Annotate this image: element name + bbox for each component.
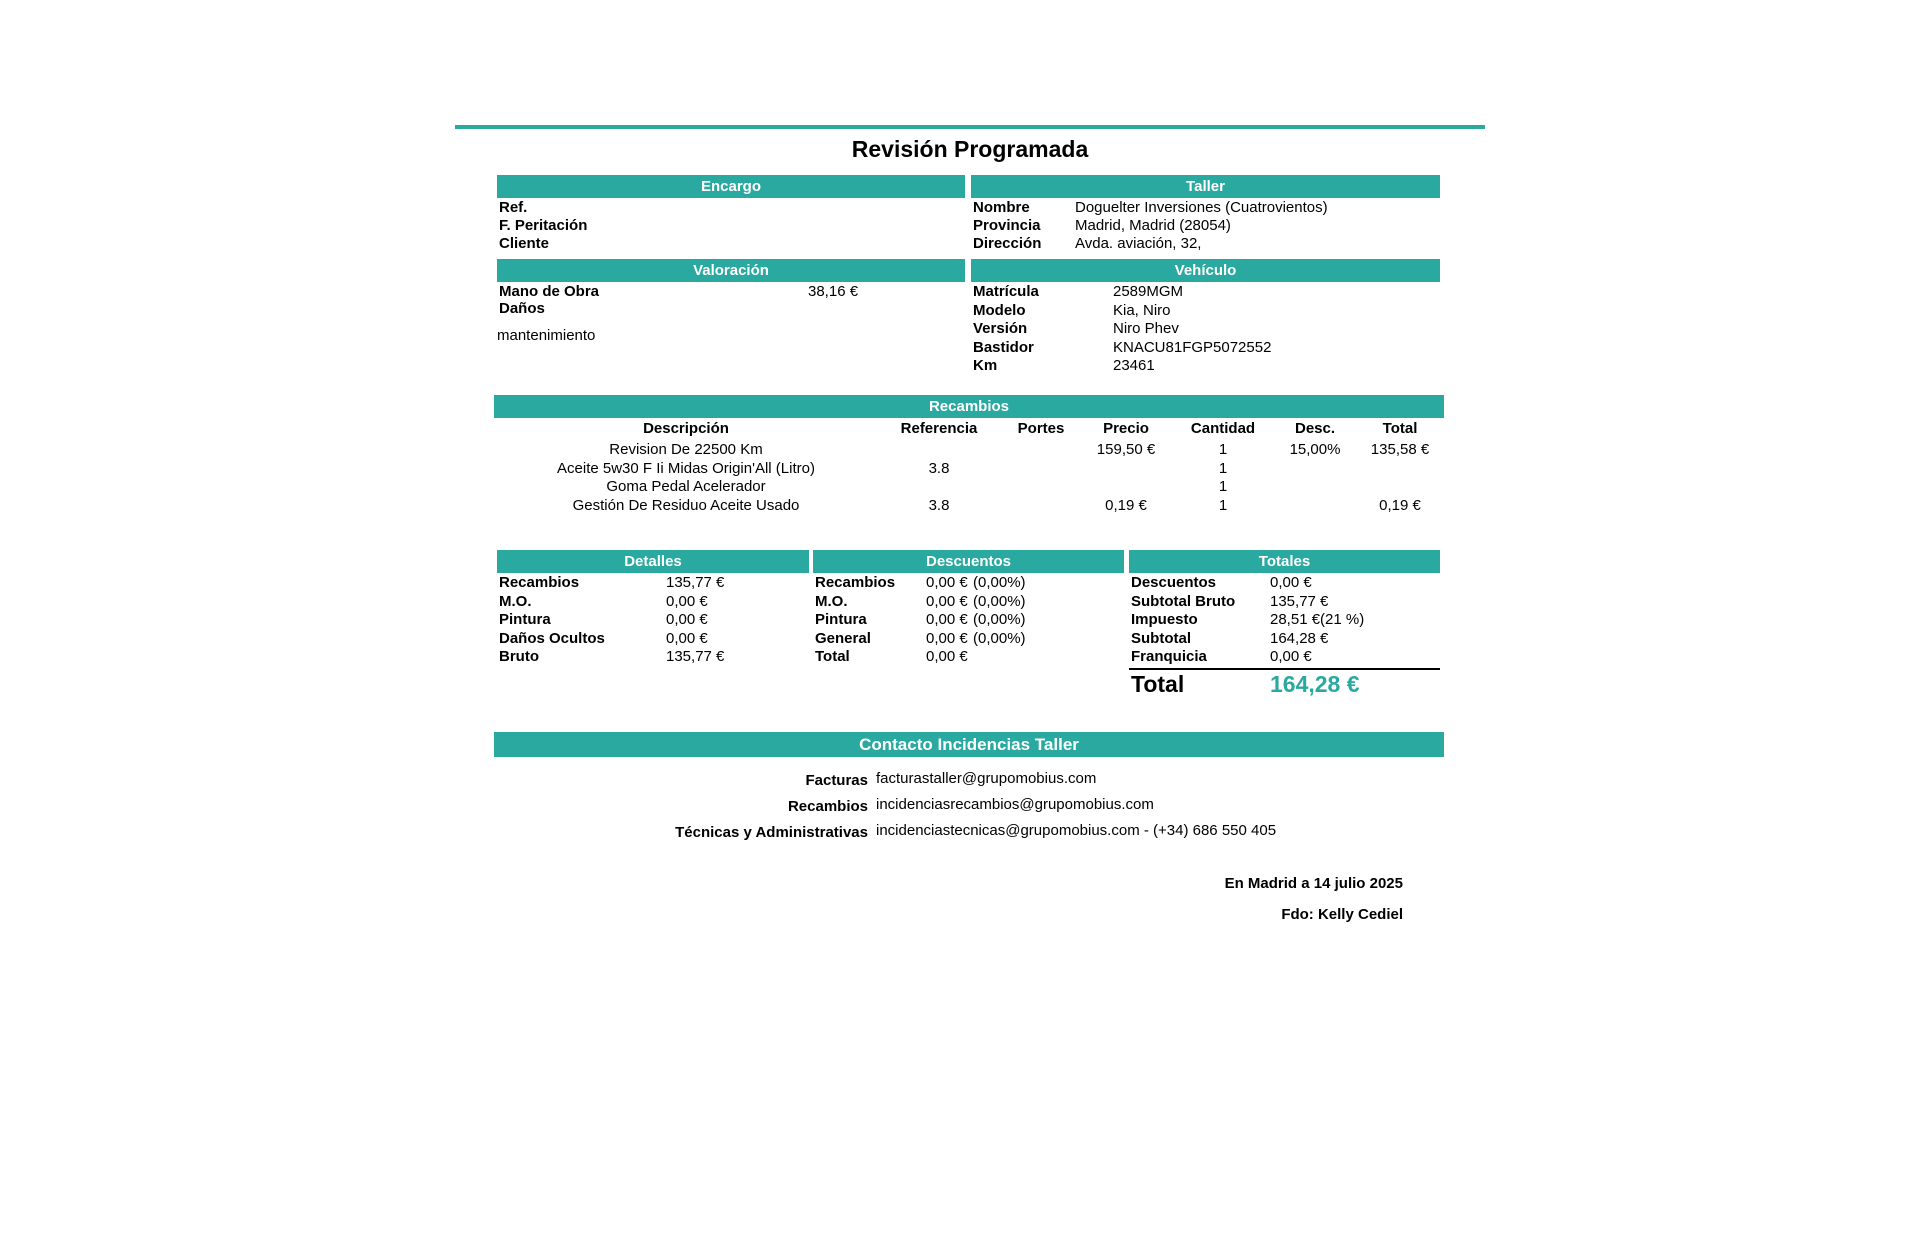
descuentos-pct: (0,00%): [973, 574, 1026, 591]
totales-label: Subtotal: [1131, 629, 1191, 647]
encargo-ref-label: Ref.: [499, 199, 528, 216]
totales-label: Subtotal Bruto: [1131, 592, 1236, 610]
detalles-label: Pintura: [499, 611, 551, 628]
table-cell: 0,19 €: [1105, 496, 1147, 514]
table-cell: 15,00%: [1289, 441, 1341, 458]
descuentos-label: M.O.: [815, 592, 848, 610]
detalles-value: 0,00 €: [666, 592, 708, 610]
contacto-value: incidenciastecnicas@grupomobius.com - (+34) 686 550 405: [876, 822, 1277, 839]
taller-value: Doguelter Inversiones (Cuatrovientos): [1075, 199, 1328, 216]
vehiculo-value: 2589MGM: [1113, 283, 1184, 300]
detalles-value: 0,00 €: [666, 611, 708, 628]
table-cell: Goma Pedal Acelerador: [606, 478, 766, 495]
top-rule: [455, 125, 1485, 129]
table-cell: Revision De 22500 Km: [609, 441, 763, 458]
descuentos-pct: (0,00%): [973, 592, 1026, 610]
taller-value: Madrid, Madrid (28054): [1075, 217, 1231, 234]
vehiculo-label: Bastidor: [973, 338, 1034, 356]
detalles-value: 0,00 €: [666, 629, 708, 647]
descuentos-value: 0,00 €: [926, 629, 968, 647]
detalles-value: 135,77 €: [666, 574, 725, 591]
mano-obra-label: Mano de Obra: [499, 283, 600, 300]
descuentos-label: Total: [815, 648, 850, 665]
vehiculo-label: Km: [973, 357, 998, 374]
encargo-header: Encargo: [497, 175, 965, 198]
descuentos-value: 0,00 €: [926, 648, 968, 665]
detalles-label: Recambios: [499, 574, 580, 591]
contacto-value: facturastaller@grupomobius.com: [876, 770, 1097, 787]
table-header-cell: Referencia: [900, 420, 978, 437]
table-cell: Aceite 5w30 F Ii Midas Origin'All (Litro): [557, 459, 815, 477]
mano-obra-value: 38,16 €: [808, 283, 859, 300]
taller-header: Taller: [971, 175, 1440, 198]
table-cell: 1: [1218, 459, 1228, 477]
descuentos-pct: (0,00%): [973, 629, 1026, 647]
contacto-label: Facturas: [805, 772, 868, 789]
totales-header: Totales: [1129, 550, 1440, 573]
valoracion-header: Valoración: [497, 259, 965, 282]
danos-label: Daños: [499, 300, 545, 317]
totales-label: Descuentos: [1131, 574, 1217, 591]
totales-label: Franquicia: [1131, 648, 1207, 665]
descuentos-value: 0,00 €: [926, 611, 968, 628]
danos-text: mantenimiento: [497, 327, 596, 344]
vehiculo-header: Vehículo: [971, 259, 1440, 282]
descuentos-header: Descuentos: [813, 550, 1124, 573]
table-cell: 1: [1218, 441, 1228, 458]
totales-value: 164,28 €: [1270, 629, 1329, 647]
descuentos-label: Recambios: [815, 574, 896, 591]
contacto-value: incidenciasrecambios@grupomobius.com: [876, 796, 1154, 813]
page-title: Revisión Programada: [851, 136, 1089, 162]
vehiculo-value: Niro Phev: [1113, 320, 1179, 337]
table-header-cell: Descripción: [643, 420, 729, 437]
totales-value: 135,77 €: [1270, 592, 1329, 610]
descuentos-value: 0,00 €: [926, 592, 968, 610]
taller-label: Nombre: [973, 199, 1030, 216]
table-cell: 1: [1218, 496, 1228, 514]
table-cell: 159,50 €: [1096, 441, 1156, 458]
table-header-cell: Precio: [1103, 420, 1149, 437]
encargo-cliente-label: Cliente: [499, 235, 550, 252]
vehiculo-label: Matrícula: [973, 283, 1039, 300]
totales-label: Impuesto: [1131, 611, 1198, 628]
signature: Fdo: Kelly Cediel: [1281, 906, 1403, 923]
table-header-cell: Portes: [1017, 420, 1065, 437]
detalles-label: Bruto: [499, 648, 539, 665]
vehiculo-value: KNACU81FGP5072552: [1113, 338, 1272, 356]
recambios-header: Recambios: [494, 395, 1444, 418]
table-cell: 3.8: [928, 459, 950, 477]
totales-value: 0,00 €: [1270, 574, 1312, 591]
vehiculo-label: Versión: [973, 320, 1028, 337]
table-header-cell: Desc.: [1294, 420, 1336, 437]
encargo-peritacion-label: F. Peritación: [499, 217, 588, 234]
contacto-label: Técnicas y Administrativas: [675, 824, 868, 841]
descuentos-label: General: [815, 629, 871, 647]
table-header-cell: Cantidad: [1190, 420, 1256, 437]
grand-total-value: 164,28 €: [1270, 671, 1360, 697]
grand-total-label: Total: [1131, 671, 1185, 697]
table-cell: 1: [1218, 478, 1228, 495]
table-cell: 3.8: [928, 496, 950, 514]
vehiculo-label: Modelo: [973, 301, 1026, 319]
place-date: En Madrid a 14 julio 2025: [1224, 875, 1403, 892]
taller-value: Avda. aviación, 32,: [1075, 235, 1202, 252]
descuentos-value: 0,00 €: [926, 574, 968, 591]
totales-value: 0,00 €: [1270, 648, 1312, 665]
detalles-label: Daños Ocultos: [499, 629, 605, 647]
table-header-cell: Total: [1382, 420, 1418, 437]
table-cell: 135,58 €: [1370, 441, 1430, 458]
descuentos-label: Pintura: [815, 611, 867, 628]
contacto-label: Recambios: [787, 798, 868, 815]
totales-value: 28,51 €(21 %): [1270, 611, 1365, 628]
detalles-value: 135,77 €: [666, 648, 725, 665]
vehiculo-value: 23461: [1113, 357, 1155, 374]
contacto-header: Contacto Incidencias Taller: [494, 732, 1444, 757]
detalles-label: M.O.: [499, 592, 532, 610]
descuentos-pct: (0,00%): [973, 611, 1026, 628]
taller-label: Provincia: [973, 217, 1041, 234]
detalles-header: Detalles: [497, 550, 809, 573]
totales-divider: [1129, 668, 1440, 670]
vehiculo-value: Kia, Niro: [1113, 301, 1171, 319]
taller-label: Dirección: [973, 235, 1042, 252]
table-cell: Gestión De Residuo Aceite Usado: [572, 496, 800, 514]
table-cell: 0,19 €: [1379, 496, 1421, 514]
